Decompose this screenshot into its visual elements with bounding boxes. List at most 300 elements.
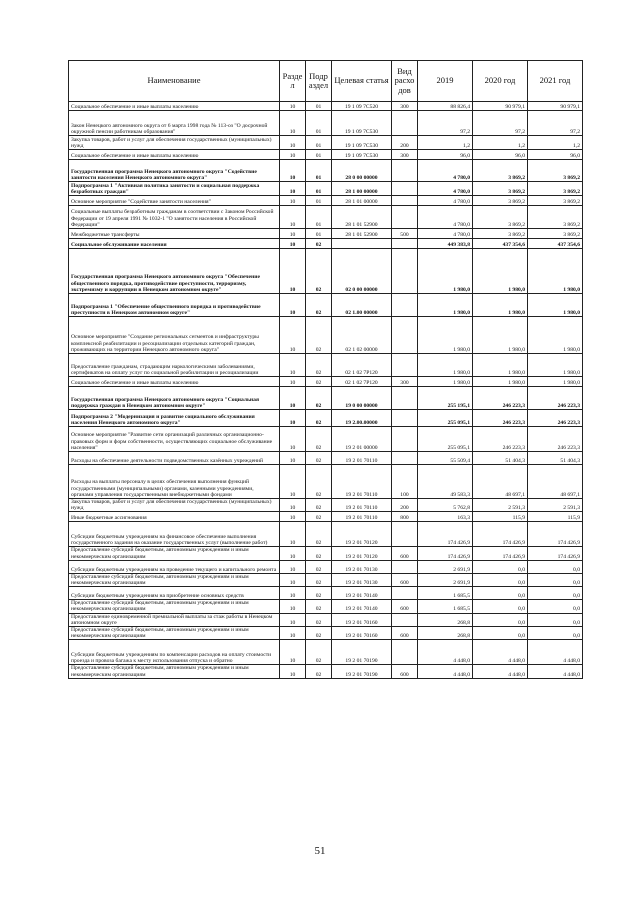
table-cell-2020: 246 223,3 xyxy=(473,410,528,427)
table-cell-2019: 163,3 xyxy=(418,512,473,522)
table-row xyxy=(69,587,583,600)
table-cell-name: Расходы на обеспечение деятельности подведомственных казённых учреждений xyxy=(69,452,280,465)
table-cell-razdel: 10 xyxy=(280,150,306,160)
table-cell-name: Расходы на выплаты персоналу в целях обеспечения выполнения функций государственными (муниципальными) органами, казенными учреждениями, органами управления государственными внебюджетными фондами xyxy=(69,465,280,499)
table-cell-razdel: 10 xyxy=(280,317,306,354)
table-cell-2019: 4 780,0 xyxy=(418,182,473,196)
table-row xyxy=(69,452,583,465)
table-cell-vid xyxy=(392,294,418,317)
table-row xyxy=(69,665,583,678)
table-cell-vid: 600 xyxy=(392,665,418,678)
table-cell-name: Предоставление субсидий бюджетным, автономным учреждениям и иным некоммерческим организациям xyxy=(69,547,280,560)
table-cell-2019: 4 780,0 xyxy=(418,206,473,229)
table-row xyxy=(69,600,583,613)
table-cell-name: Предоставление субсидий бюджетным, автономным учреждениям и иным некоммерческим организациям xyxy=(69,665,280,678)
table-cell-target: 19 1 09 7С530 xyxy=(332,136,392,150)
table-cell-vid xyxy=(392,410,418,427)
table-cell-2019: 4 448,0 xyxy=(418,665,473,678)
table-cell-razdel: 10 xyxy=(280,111,306,136)
table-cell-2021: 96,0 xyxy=(528,150,583,160)
table-cell-vid: 600 xyxy=(392,600,418,613)
table-cell-2020: 1 980,0 xyxy=(473,249,528,294)
table-cell-razdel: 10 xyxy=(280,512,306,522)
table-cell-podrazdel: 02 xyxy=(306,665,332,678)
table-cell-2020: 0,0 xyxy=(473,613,528,626)
table-cell-2021: 174 426,9 xyxy=(528,547,583,560)
table-cell-2020: 1 980,0 xyxy=(473,377,528,387)
table-cell-2019: 88 826,4 xyxy=(418,102,473,111)
table-cell-2021: 1 980,0 xyxy=(528,294,583,317)
table-cell-target: 28 1 01 52900 xyxy=(332,229,392,239)
table-cell-name: Закупка товаров, работ и услуг для обеспечения государственных (муниципальных) нужд xyxy=(69,499,280,512)
table-cell-name: Субсидии бюджетным учреждениям по компенсации расходов на оплату стоимости проезда и провоза багажа к месту использования отпуска и обратно xyxy=(69,640,280,665)
table-cell-name: Подпрограмма 1 "Активная политика занятости и социальная поддержка безработных граждан" xyxy=(69,182,280,196)
table-cell-vid xyxy=(392,249,418,294)
table-cell-2020: 4 448,0 xyxy=(473,665,528,678)
table-cell-podrazdel: 02 xyxy=(306,452,332,465)
table-cell-razdel: 10 xyxy=(280,600,306,613)
table-cell-podrazdel: 02 xyxy=(306,354,332,377)
table-cell-2021: 1 980,0 xyxy=(528,317,583,354)
table-cell-vid xyxy=(392,317,418,354)
table-cell-podrazdel: 02 xyxy=(306,573,332,586)
table-cell-razdel: 10 xyxy=(280,239,306,249)
table-cell-podrazdel: 02 xyxy=(306,512,332,522)
table-cell-razdel: 10 xyxy=(280,613,306,626)
table-cell-podrazdel: 02 xyxy=(306,249,332,294)
table-cell-razdel: 10 xyxy=(280,499,306,512)
table-cell-2021: 1 980,0 xyxy=(528,377,583,387)
table-cell-2021: 0,0 xyxy=(528,560,583,573)
table-cell-vid: 200 xyxy=(392,136,418,150)
table-cell-2021: 48 697,1 xyxy=(528,465,583,499)
table-cell-2019: 4 780,0 xyxy=(418,160,473,182)
table-cell-podrazdel: 02 xyxy=(306,465,332,499)
table-cell-razdel: 10 xyxy=(280,294,306,317)
table-cell-vid: 300 xyxy=(392,150,418,160)
table-cell-2019: 449 383,8 xyxy=(418,239,473,249)
table-row xyxy=(69,136,583,150)
table-cell-2019: 4 780,0 xyxy=(418,229,473,239)
table-cell-2021: 0,0 xyxy=(528,587,583,600)
table-row xyxy=(69,512,583,522)
table-cell-vid: 600 xyxy=(392,573,418,586)
table-cell-vid xyxy=(392,111,418,136)
table-body xyxy=(69,102,583,679)
table-cell-2021: 90 979,1 xyxy=(528,102,583,111)
table-cell-2020: 0,0 xyxy=(473,560,528,573)
table-cell-2020: 246 223,3 xyxy=(473,427,528,452)
table-cell-2020: 0,0 xyxy=(473,573,528,586)
table-cell-2021: 2 591,3 xyxy=(528,499,583,512)
table-cell-vid xyxy=(392,239,418,249)
table-header-row xyxy=(69,61,583,102)
table-cell-2019: 55 509,4 xyxy=(418,452,473,465)
budget-table-sheet xyxy=(68,60,582,679)
table-cell-podrazdel: 01 xyxy=(306,182,332,196)
table-cell-2021: 246 223,3 xyxy=(528,387,583,410)
header-podrazdel: Подр аздел xyxy=(306,61,332,102)
table-cell-2021: 3 869,2 xyxy=(528,182,583,196)
table-cell-target: 19 2 01 70120 xyxy=(332,547,392,560)
table-cell-name: Основное мероприятие "Содействие занятости населения" xyxy=(69,196,280,206)
table-cell-razdel: 10 xyxy=(280,102,306,111)
table-cell-2021: 4 448,0 xyxy=(528,665,583,678)
table-cell-razdel: 10 xyxy=(280,587,306,600)
table-cell-razdel: 10 xyxy=(280,354,306,377)
header-2021: 2021 год xyxy=(528,61,583,102)
table-cell-name: Подпрограмма 1 "Обеспечение общественного порядка и противодействие преступности в Ненецком автономном округе" xyxy=(69,294,280,317)
table-cell-2021: 437 354,6 xyxy=(528,239,583,249)
table-cell-name: Иные бюджетные ассигнования xyxy=(69,512,280,522)
table-cell-razdel: 10 xyxy=(280,182,306,196)
table-cell-2020: 1,2 xyxy=(473,136,528,150)
table-cell-2019: 4 448,0 xyxy=(418,640,473,665)
table-cell-2019: 174 426,9 xyxy=(418,547,473,560)
table-cell-name: Предоставление субсидий бюджетным, автономным учреждениям и иным некоммерческим организациям xyxy=(69,573,280,586)
table-cell-target: 19 2 01 00000 xyxy=(332,427,392,452)
table-cell-target: 19 2 01 70190 xyxy=(332,665,392,678)
table-row xyxy=(69,111,583,136)
header-2019: 2019 xyxy=(418,61,473,102)
table-cell-name: Основное мероприятие "Развитие сети организаций различных организационно-правовых форм и форм собственности, осуществляющих социальное обслуживание населения" xyxy=(69,427,280,452)
table-cell-2020: 1 980,0 xyxy=(473,294,528,317)
table-cell-razdel: 10 xyxy=(280,522,306,547)
table-cell-vid xyxy=(392,196,418,206)
table-cell-name: Основное мероприятие "Создание региональных сегментов и инфраструктуры комплексной реабилитации и ресоциализации отдельных категорий граждан, проживающих на территории Ненецкого автономного округа" xyxy=(69,317,280,354)
table-cell-vid xyxy=(392,640,418,665)
table-cell-target: 19 2 01 70130 xyxy=(332,560,392,573)
table-cell-podrazdel: 02 xyxy=(306,410,332,427)
table-row xyxy=(69,206,583,229)
table-cell-name: Социальное обеспечение и иные выплаты населению xyxy=(69,102,280,111)
table-cell-target: 19 2 01 70110 xyxy=(332,452,392,465)
table-cell-razdel: 10 xyxy=(280,249,306,294)
table-cell-2020: 0,0 xyxy=(473,627,528,640)
table-cell-2019: 2 691,9 xyxy=(418,560,473,573)
table-cell-2020: 2 591,3 xyxy=(473,499,528,512)
table-cell-vid xyxy=(392,560,418,573)
table-cell-razdel: 10 xyxy=(280,387,306,410)
table-cell-target: 19 2 01 70190 xyxy=(332,640,392,665)
table-cell-2021: 3 869,2 xyxy=(528,196,583,206)
table-cell-name: Межбюджетные трансферты xyxy=(69,229,280,239)
table-row xyxy=(69,410,583,427)
table-row xyxy=(69,354,583,377)
table-cell-name: Социальные выплаты безработным гражданам в соответствии с Законом Российской Федерации от 19 апреля 1991 № 1032-1 "О занятости населения в Российской Федерации" xyxy=(69,206,280,229)
table-cell-2019: 1 685,5 xyxy=(418,600,473,613)
table-cell-2021: 246 223,3 xyxy=(528,427,583,452)
table-cell-2020: 90 979,1 xyxy=(473,102,528,111)
table-cell-2020: 3 869,2 xyxy=(473,229,528,239)
table-row xyxy=(69,377,583,387)
table-cell-2021: 3 869,2 xyxy=(528,206,583,229)
table-cell-name: Субсидии бюджетным учреждениям на проведение текущего и капитального ремонта xyxy=(69,560,280,573)
table-cell-2021: 3 869,2 xyxy=(528,160,583,182)
table-cell-2021: 1 980,0 xyxy=(528,249,583,294)
table-cell-target: 02 1 02 7Р120 xyxy=(332,354,392,377)
table-row xyxy=(69,573,583,586)
table-cell-2019: 1 980,0 xyxy=(418,249,473,294)
table-cell-target: 02 1.00 00000 xyxy=(332,294,392,317)
table-cell-2020: 4 448,0 xyxy=(473,640,528,665)
table-cell-2020: 3 869,2 xyxy=(473,206,528,229)
table-cell-podrazdel: 02 xyxy=(306,560,332,573)
table-cell-2019: 255 095,1 xyxy=(418,410,473,427)
table-cell-2021: 4 448,0 xyxy=(528,640,583,665)
table-cell-podrazdel: 01 xyxy=(306,229,332,239)
table-cell-2019: 1 980,0 xyxy=(418,354,473,377)
table-cell-podrazdel: 02 xyxy=(306,317,332,354)
table-row xyxy=(69,182,583,196)
table-cell-target: 19 2 01 70140 xyxy=(332,600,392,613)
table-cell-name: Предоставление единовременной премиальной выплаты за стаж работы в Ненецком автономном округе xyxy=(69,613,280,626)
table-cell-2020: 48 697,1 xyxy=(473,465,528,499)
table-cell-razdel: 10 xyxy=(280,410,306,427)
table-cell-vid xyxy=(392,354,418,377)
table-cell-podrazdel: 02 xyxy=(306,547,332,560)
table-row xyxy=(69,102,583,111)
table-cell-podrazdel: 02 xyxy=(306,239,332,249)
table-row xyxy=(69,560,583,573)
table-cell-target xyxy=(332,239,392,249)
table-row xyxy=(69,499,583,512)
table-row xyxy=(69,627,583,640)
table-cell-razdel: 10 xyxy=(280,465,306,499)
table-cell-target: 28 1 01 52900 xyxy=(332,206,392,229)
table-cell-2019: 96,0 xyxy=(418,150,473,160)
table-cell-vid: 300 xyxy=(392,102,418,111)
header-2020: 2020 год xyxy=(473,61,528,102)
table-cell-target: 19 2 01 70160 xyxy=(332,613,392,626)
table-cell-2021: 0,0 xyxy=(528,573,583,586)
table-cell-2020: 0,0 xyxy=(473,587,528,600)
table-cell-razdel: 10 xyxy=(280,206,306,229)
table-cell-2021: 174 426,9 xyxy=(528,522,583,547)
table-cell-podrazdel: 02 xyxy=(306,627,332,640)
table-cell-target: 19 2 01 70110 xyxy=(332,512,392,522)
table-cell-name: Субсидии бюджетным учреждениям на приобретение основных средств xyxy=(69,587,280,600)
table-cell-target: 19 2.00.00000 xyxy=(332,410,392,427)
table-cell-name: Государственная программа Ненецкого автономного округа "Содействие занятости населения Ненецкого автономного округа" xyxy=(69,160,280,182)
table-cell-target: 19 1 09 7С530 xyxy=(332,111,392,136)
table-row xyxy=(69,229,583,239)
table-cell-2020: 3 869,2 xyxy=(473,182,528,196)
table-cell-2021: 51 404,3 xyxy=(528,452,583,465)
table-row xyxy=(69,317,583,354)
table-cell-target: 19 2 01 70110 xyxy=(332,465,392,499)
table-row xyxy=(69,160,583,182)
table-cell-target: 02 0 00 00000 xyxy=(332,249,392,294)
table-cell-vid: 500 xyxy=(392,229,418,239)
table-cell-razdel: 10 xyxy=(280,573,306,586)
table-cell-target: 19 2 01 70120 xyxy=(332,522,392,547)
table-cell-target: 28 1 01 00000 xyxy=(332,196,392,206)
table-cell-razdel: 10 xyxy=(280,452,306,465)
table-cell-name: Субсидии бюджетным учреждениям на финансовое обеспечение выполнения государственного задания на оказание государственных услуг (выполнение работ) xyxy=(69,522,280,547)
table-cell-vid: 300 xyxy=(392,377,418,387)
table-cell-target: 19 0 00 00000 xyxy=(332,387,392,410)
header-target: Целевая статья xyxy=(332,61,392,102)
table-row xyxy=(69,465,583,499)
table-cell-2019: 2 691,9 xyxy=(418,573,473,586)
table-cell-vid xyxy=(392,587,418,600)
table-cell-vid xyxy=(392,206,418,229)
table-cell-2020: 97,2 xyxy=(473,111,528,136)
table-cell-2020: 174 426,9 xyxy=(473,522,528,547)
table-cell-target: 19 2 01 70160 xyxy=(332,627,392,640)
table-cell-2020: 115,9 xyxy=(473,512,528,522)
page-number: 51 xyxy=(314,845,326,857)
table-cell-2021: 246 223,3 xyxy=(528,410,583,427)
table-cell-podrazdel: 02 xyxy=(306,387,332,410)
table-cell-2019: 97,2 xyxy=(418,111,473,136)
table-cell-vid: 600 xyxy=(392,627,418,640)
table-cell-target: 19 2 01 70110 xyxy=(332,499,392,512)
table-cell-podrazdel: 02 xyxy=(306,613,332,626)
table-cell-2019: 174 426,9 xyxy=(418,522,473,547)
table-cell-vid xyxy=(392,160,418,182)
table-cell-podrazdel: 02 xyxy=(306,499,332,512)
table-cell-razdel: 10 xyxy=(280,627,306,640)
table-cell-name: Предоставление субсидий бюджетным, автономным учреждениям и иным некоммерческим организациям xyxy=(69,600,280,613)
table-cell-2021: 1 980,0 xyxy=(528,354,583,377)
table-cell-razdel: 10 xyxy=(280,196,306,206)
table-row xyxy=(69,427,583,452)
table-cell-target: 19 2 01 70140 xyxy=(332,587,392,600)
table-cell-2020: 96,0 xyxy=(473,150,528,160)
table-cell-podrazdel: 02 xyxy=(306,522,332,547)
table-cell-2020: 3 869,2 xyxy=(473,196,528,206)
table-row xyxy=(69,547,583,560)
table-cell-razdel: 10 xyxy=(280,665,306,678)
table-cell-podrazdel: 01 xyxy=(306,196,332,206)
table-cell-2019: 5 762,8 xyxy=(418,499,473,512)
table-cell-vid xyxy=(392,182,418,196)
table-cell-name: Государственная программа Ненецкого автономного округа "Обеспечение общественного порядка, противодействие преступности, терроризму, экстремизму и коррупции в Ненецком автономном округе" xyxy=(69,249,280,294)
table-cell-2019: 1 980,0 xyxy=(418,377,473,387)
table-cell-podrazdel: 02 xyxy=(306,600,332,613)
table-row xyxy=(69,249,583,294)
table-cell-vid xyxy=(392,613,418,626)
table-cell-razdel: 10 xyxy=(280,136,306,150)
table-cell-razdel: 10 xyxy=(280,229,306,239)
table-cell-podrazdel: 02 xyxy=(306,294,332,317)
table-cell-2020: 1 980,0 xyxy=(473,354,528,377)
table-cell-podrazdel: 02 xyxy=(306,427,332,452)
table-cell-name: Социальное обслуживание населения xyxy=(69,239,280,249)
table-cell-2019: 255 195,1 xyxy=(418,387,473,410)
table-cell-podrazdel: 01 xyxy=(306,150,332,160)
table-cell-name: Подпрограмма 2 "Модернизация и развитие социального обслуживания населения Ненецкого автономного округа" xyxy=(69,410,280,427)
table-cell-vid xyxy=(392,522,418,547)
table-cell-2020: 0,0 xyxy=(473,600,528,613)
table-cell-2019: 268,8 xyxy=(418,627,473,640)
table-cell-vid: 200 xyxy=(392,499,418,512)
table-cell-2020: 246 223,3 xyxy=(473,387,528,410)
header-vid: Вид расхо дов xyxy=(392,61,418,102)
table-cell-target: 28 1 00 00000 xyxy=(332,182,392,196)
table-cell-podrazdel: 01 xyxy=(306,102,332,111)
table-cell-2021: 3 869,2 xyxy=(528,229,583,239)
table-cell-vid: 800 xyxy=(392,512,418,522)
table-cell-2019: 255 095,1 xyxy=(418,427,473,452)
table-cell-2021: 115,9 xyxy=(528,512,583,522)
table-cell-2020: 174 426,9 xyxy=(473,547,528,560)
table-cell-2021: 0,0 xyxy=(528,600,583,613)
table-cell-2019: 1 980,0 xyxy=(418,317,473,354)
table-cell-target: 19 1 09 7С530 xyxy=(332,150,392,160)
table-cell-podrazdel: 02 xyxy=(306,587,332,600)
table-cell-2019: 1 685,5 xyxy=(418,587,473,600)
table-row xyxy=(69,196,583,206)
table-cell-2020: 437 354,6 xyxy=(473,239,528,249)
table-cell-podrazdel: 01 xyxy=(306,136,332,150)
table-cell-target: 19 1 09 7С520 xyxy=(332,102,392,111)
table-cell-vid xyxy=(392,427,418,452)
table-cell-podrazdel: 02 xyxy=(306,377,332,387)
table-cell-name: Государственная программа Ненецкого автономного округа "Социальная поддержка граждан в Ненецком автономном округе" xyxy=(69,387,280,410)
table-cell-razdel: 10 xyxy=(280,640,306,665)
table-row xyxy=(69,239,583,249)
table-cell-target: 02 1 02 7Р120 xyxy=(332,377,392,387)
table-cell-name: Предоставление субсидий бюджетным, автономным учреждениям и иным некоммерческим организациям xyxy=(69,627,280,640)
table-cell-vid xyxy=(392,452,418,465)
table-cell-2020: 3 869,2 xyxy=(473,160,528,182)
budget-table xyxy=(68,60,583,679)
table-cell-vid xyxy=(392,387,418,410)
table-cell-2021: 97,2 xyxy=(528,111,583,136)
table-cell-podrazdel: 01 xyxy=(306,160,332,182)
table-cell-2021: 0,0 xyxy=(528,627,583,640)
table-cell-2020: 51 404,3 xyxy=(473,452,528,465)
table-cell-target: 28 0 00 00000 xyxy=(332,160,392,182)
table-row xyxy=(69,522,583,547)
table-cell-target: 02 1 02 00000 xyxy=(332,317,392,354)
table-cell-razdel: 10 xyxy=(280,377,306,387)
table-cell-target: 19 2 01 70130 xyxy=(332,573,392,586)
table-cell-podrazdel: 01 xyxy=(306,206,332,229)
table-cell-2019: 1 980,0 xyxy=(418,294,473,317)
table-cell-2019: 4 780,0 xyxy=(418,196,473,206)
table-cell-name: Социальное обеспечение и иные выплаты населению xyxy=(69,377,280,387)
table-row xyxy=(69,294,583,317)
table-cell-razdel: 10 xyxy=(280,547,306,560)
table-cell-vid: 100 xyxy=(392,465,418,499)
header-name: Наименование xyxy=(69,61,280,102)
table-cell-2021: 1,2 xyxy=(528,136,583,150)
table-row xyxy=(69,640,583,665)
table-row xyxy=(69,150,583,160)
table-cell-razdel: 10 xyxy=(280,427,306,452)
table-row xyxy=(69,613,583,626)
table-cell-2021: 0,0 xyxy=(528,613,583,626)
header-razdel: Разде л xyxy=(280,61,306,102)
table-cell-vid: 600 xyxy=(392,547,418,560)
table-cell-razdel: 10 xyxy=(280,560,306,573)
table-cell-name: Закупка товаров, работ и услуг для обеспечения государственных (муниципальных) нужд xyxy=(69,136,280,150)
table-cell-podrazdel: 01 xyxy=(306,111,332,136)
table-cell-2019: 49 583,3 xyxy=(418,465,473,499)
table-cell-podrazdel: 02 xyxy=(306,640,332,665)
table-row xyxy=(69,387,583,410)
table-cell-2019: 268,8 xyxy=(418,613,473,626)
table-cell-2019: 1,2 xyxy=(418,136,473,150)
table-cell-2020: 1 980,0 xyxy=(473,317,528,354)
table-cell-name: Социальное обеспечение и иные выплаты населению xyxy=(69,150,280,160)
table-cell-name: Предоставление гражданам, страдающим наркологическими заболеваниями, сертификатов на оплату услуг по социальной реабилитации и ресоциализации xyxy=(69,354,280,377)
table-cell-razdel: 10 xyxy=(280,160,306,182)
